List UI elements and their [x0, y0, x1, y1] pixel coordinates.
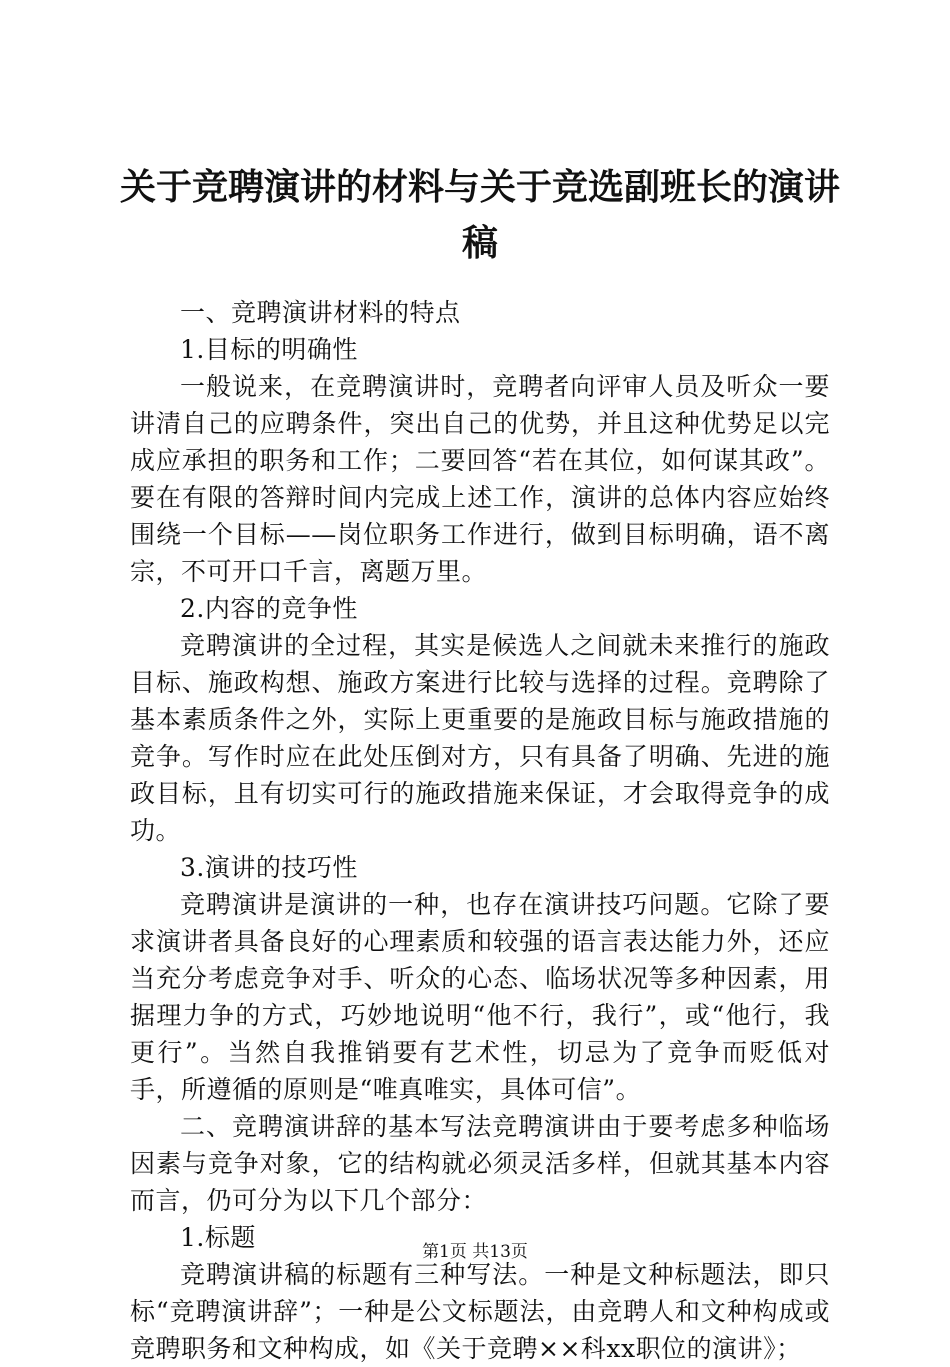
document-body: [130, 294, 830, 1367]
body-paragraph: 竞聘演讲是演讲的一种，也存在演讲技巧问题。它除了要求演讲者具备良好的心理素质和较强的语言表达能力外，还应当充分考虑竞争对手、听众的心态、临场状况等多种因素，用据理力争的方式，巧妙地说明“他不行，我行”，或“他行，我更行”。当然自我推销要有艺术性，切忌为了竞争而贬低对手，所遵循的原则是“唯真唯实，具体可信”。: [130, 890, 830, 1104]
page-number: 第1页: [422, 1242, 467, 1262]
subsection-heading: 3.演讲的技巧性: [180, 853, 358, 882]
subsection-heading: 1.标题: [180, 1223, 256, 1252]
subsection-heading: 2.内容的竞争性: [180, 594, 358, 623]
subsection-heading: 1.目标的明确性: [180, 335, 358, 364]
body-paragraph: 一般说来，在竞聘演讲时，竞聘者向评审人员及听众一要讲清自己的应聘条件，突出自己的优势，并且这种优势足以完成应承担的职务和工作；二要回答“若在其位，如何谋其政”。要在有限的答辩时间内完成上述工作，演讲的总体内容应始终围绕一个目标——岗位职务工作进行，做到目标明确，语不离宗，不可开口千言，离题万里。: [130, 372, 830, 586]
section-heading: 一、竞聘演讲材料的特点: [180, 298, 461, 327]
page-footer: [0, 1240, 950, 1264]
page-total: 共13页: [472, 1242, 528, 1262]
section-heading: 二、竞聘演讲辞的基本写法竞聘演讲由于要考虑多种临场因素与竞争对象，它的结构就必须灵活多样，但就其基本内容而言，仍可分为以下几个部分：: [130, 1112, 830, 1215]
body-paragraph: 竞聘演讲的全过程，其实是候选人之间就未来推行的施政目标、施政构想、施政方案进行比较与选择的过程。竞聘除了基本素质条件之外，实际上更重要的是施政目标与施政措施的竞争。写作时应在此处压倒对方，只有具备了明确、先进的施政目标，且有切实可行的施政措施来保证，才会取得竞争的成功。: [130, 631, 830, 845]
body-paragraph: 竞聘演讲稿的标题有三种写法。一种是文种标题法，即只标“竞聘演讲辞”；一种是公文标题法，由竞聘人和文种构成或竞聘职务和文种构成，如《关于竞聘××科xx职位的演讲》；: [130, 1260, 830, 1363]
document-title: 关于竞聘演讲的材料与关于竞选副班长的演讲稿: [120, 167, 841, 264]
